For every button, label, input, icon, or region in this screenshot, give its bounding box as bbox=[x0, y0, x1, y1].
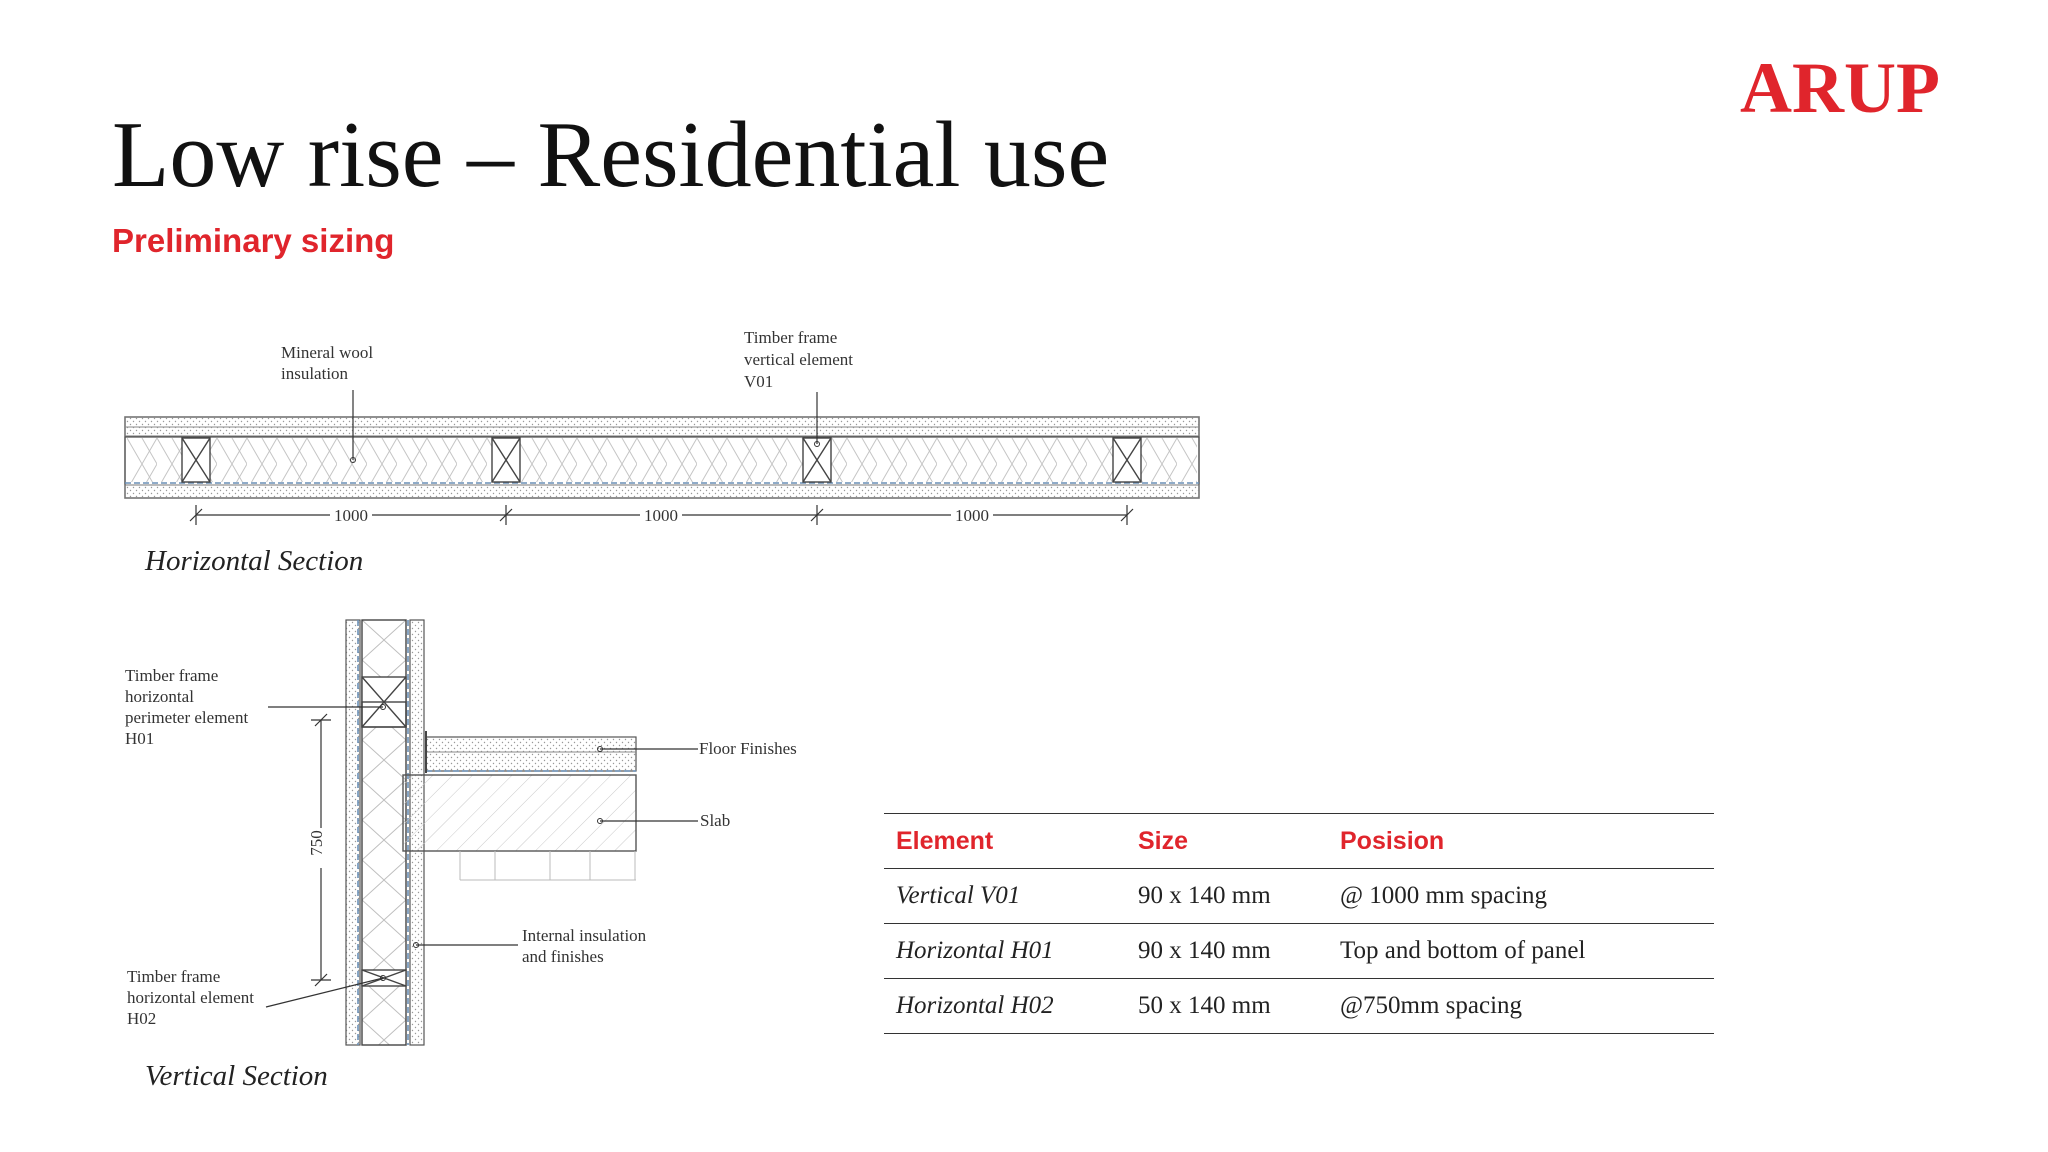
cell-size: 90 x 140 mm bbox=[1138, 882, 1271, 909]
page-subtitle: Preliminary sizing bbox=[112, 222, 395, 259]
label-timber-v-3: V01 bbox=[744, 372, 774, 391]
table-row bbox=[884, 979, 1714, 1034]
cell-position: Top and bottom of panel bbox=[1340, 937, 1586, 964]
cell-position: @750mm spacing bbox=[1340, 992, 1523, 1019]
header-position: Posision bbox=[1340, 826, 1445, 855]
header-size: Size bbox=[1138, 826, 1189, 855]
caption-vertical-section: Vertical Section bbox=[145, 1060, 328, 1092]
label-h01-3: perimeter element bbox=[125, 708, 249, 727]
horizontal-section-drawing bbox=[125, 328, 1199, 525]
cell-size: 90 x 140 mm bbox=[1138, 937, 1271, 964]
header-element: Element bbox=[896, 826, 994, 855]
label-internal-insulation-1: Internal insulation bbox=[522, 926, 647, 945]
vertical-section-drawing bbox=[125, 620, 797, 1045]
dim-1000-b: 1000 bbox=[644, 506, 678, 525]
label-h02-2: horizontal element bbox=[127, 988, 254, 1007]
dim-1000-a: 1000 bbox=[334, 506, 368, 525]
logo-text: ARUP bbox=[1740, 48, 1940, 126]
label-h02-1: Timber frame bbox=[127, 967, 221, 986]
caption-horizontal-section: Horizontal Section bbox=[145, 545, 364, 577]
label-timber-v-1: Timber frame bbox=[744, 328, 838, 347]
label-mineral-wool-2: insulation bbox=[281, 364, 349, 383]
page-title: Low rise – Residential use bbox=[112, 103, 1110, 207]
sizing-table bbox=[884, 813, 1714, 1034]
cell-position: @ 1000 mm spacing bbox=[1340, 882, 1548, 909]
label-timber-v-2: vertical element bbox=[744, 350, 854, 369]
cell-size: 50 x 140 mm bbox=[1138, 992, 1271, 1019]
label-internal-insulation-2: and finishes bbox=[522, 947, 604, 966]
table-header-row bbox=[884, 814, 1714, 869]
label-mineral-wool-1: Mineral wool bbox=[281, 343, 374, 362]
label-floor-finishes: Floor Finishes bbox=[699, 739, 797, 758]
cell-element: Horizontal H01 bbox=[896, 937, 1054, 964]
table-row bbox=[884, 924, 1714, 979]
cell-element: Vertical V01 bbox=[896, 882, 1021, 909]
table-row bbox=[884, 869, 1714, 924]
cell-element: Horizontal H02 bbox=[896, 992, 1054, 1019]
dim-1000-c: 1000 bbox=[955, 506, 989, 525]
label-slab: Slab bbox=[700, 811, 731, 830]
label-h01-2: horizontal bbox=[125, 687, 194, 706]
timber-h01 bbox=[362, 677, 406, 727]
dim-750: 750 bbox=[307, 830, 326, 856]
label-h01-1: Timber frame bbox=[125, 666, 219, 685]
label-h02-3: H02 bbox=[127, 1009, 157, 1028]
label-h01-4: H01 bbox=[125, 729, 155, 748]
timber-h02 bbox=[362, 970, 406, 986]
